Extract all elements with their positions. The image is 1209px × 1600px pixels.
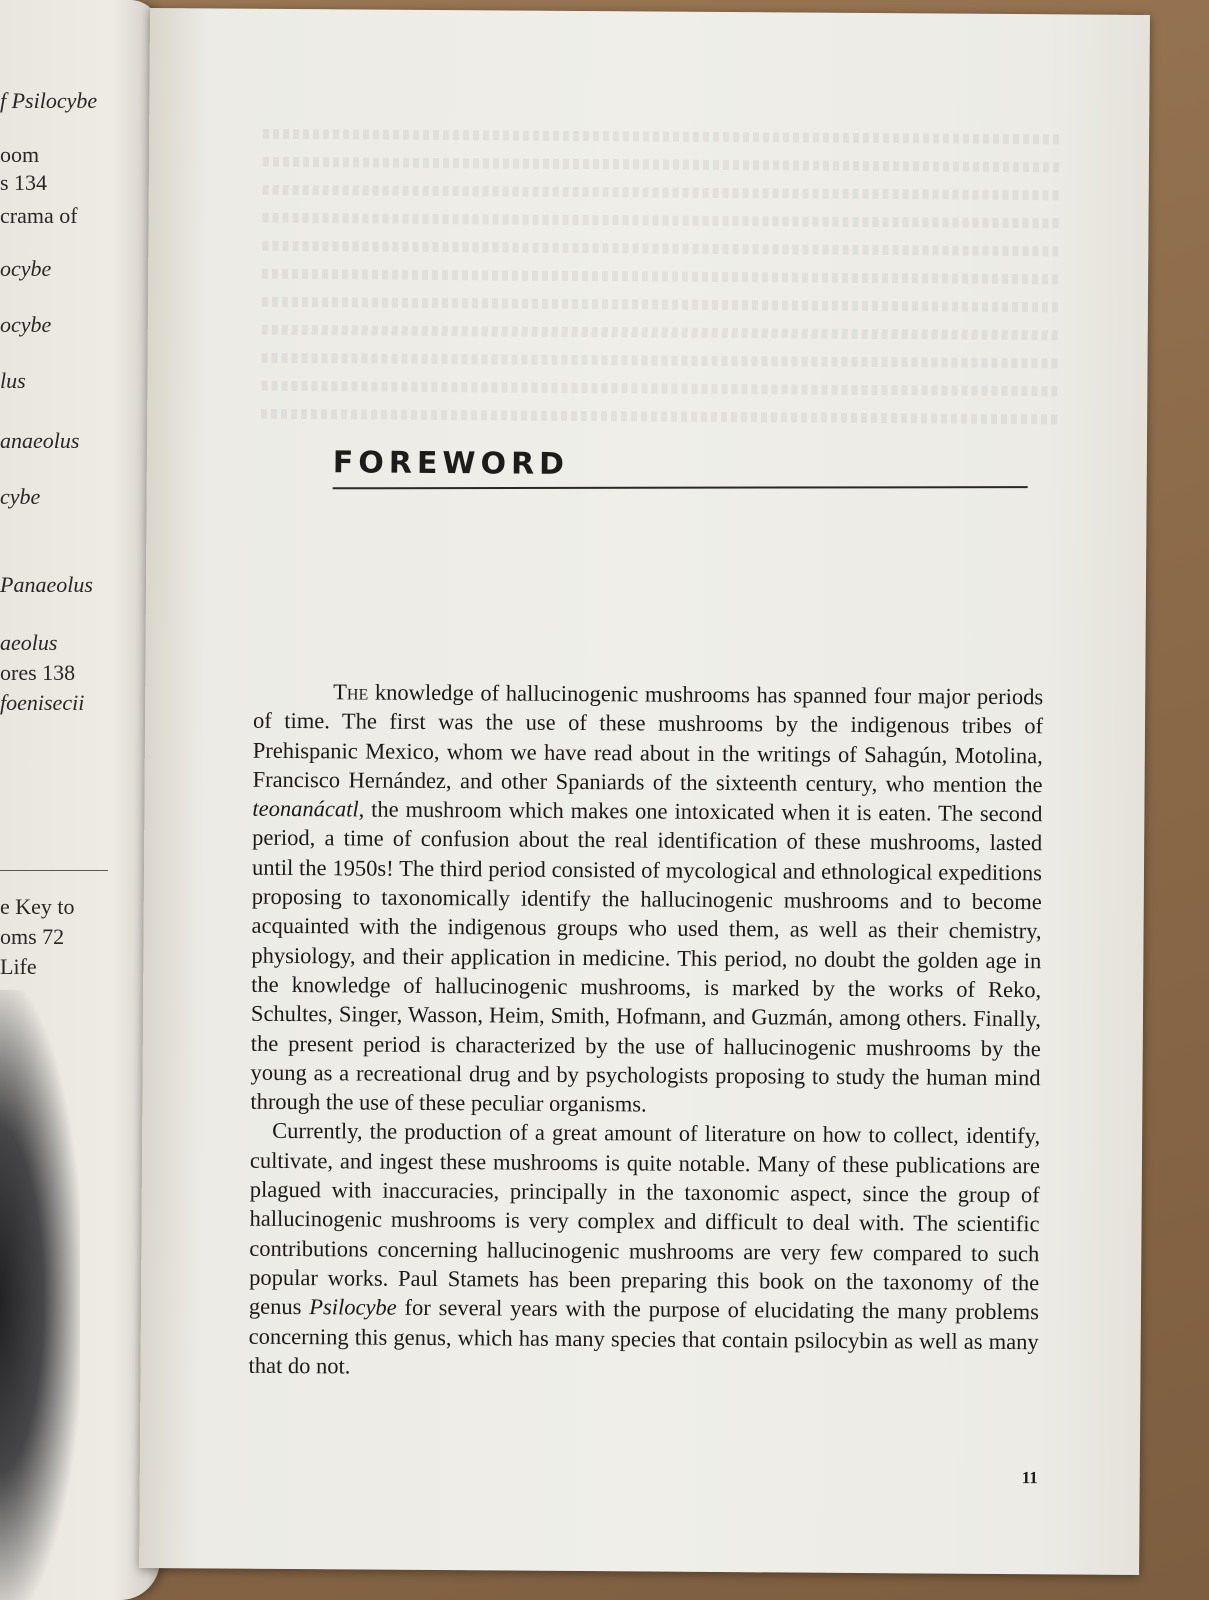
text-run: for several years with the purpose of elucidating the many problems concerning this genus, which has many species that contain psilocybin as well as many that do not. bbox=[248, 1294, 1040, 1379]
body-text bbox=[248, 677, 1043, 1386]
toc-fragment: ores 138 bbox=[0, 660, 76, 685]
toc-fragment: oom bbox=[0, 142, 40, 167]
italic-term: teonanácatl bbox=[252, 795, 359, 822]
title-rule bbox=[333, 486, 1028, 489]
text-run: , the mushroom which makes one intoxicated when it is eaten. The second period, a time of confusion about the real identification of these mushrooms, lasted until the 1950s! The third period consisted of mycological and ethnological expeditions proposing to taxonomically identify the hallucinogenic mushrooms and to become acquainted with the indigenous groups who used them, as well as their chemistry, physiology, and their application in medicine. This period, no doubt the golden age in the knowledge of hallucinogenic mushrooms, is marked by the works of Reko, Schultes, Singer, Wasson, Heim, Smith, Hofmann, and Guzmán, among others. Finally, the present period is characterized by the use of hallucinogenic mushrooms by the young as a recreational drug and by psychologists proposing to study the human mind through the use of these peculiar organisms. bbox=[250, 796, 1043, 1117]
thumb-shadow bbox=[0, 990, 80, 1600]
toc-fragment: f Psilocybe bbox=[0, 88, 98, 113]
toc-fragment: Life bbox=[0, 954, 37, 979]
paragraph bbox=[248, 1116, 1040, 1385]
bleed-through-text bbox=[257, 129, 1059, 465]
text-run: knowledge of hallucinogenic mushrooms has spanned four major periods of time. The first was the use of these mushrooms by the indigenous tribes of Prehispanic Mexico, whom we have read about in the writings of Sahagún, Motolina, Francisco Hernández, and other Spaniards of the sixteenth century, who mention the bbox=[252, 679, 1044, 798]
toc-fragment: crama of bbox=[0, 203, 78, 228]
text-run: Currently, the production of a great amount of literature on how to collect, identify, cultivate, and ingest these mushrooms is quite notable. Many of these publications are plagued with inaccuracies, principally in the taxonomic aspect, since the group of hallucinogenic mushrooms is very complex and difficult to deal with. The scientific contributions concerning hallucinogenic mushrooms are very few compared to such popular works. Paul Stamets has been preparing this book on the taxonomy of the genus bbox=[248, 1118, 1041, 1320]
left-page-rule bbox=[0, 870, 108, 871]
left-page bbox=[0, 0, 160, 1600]
toc-fragment: Panaeolus bbox=[0, 572, 93, 597]
paragraph bbox=[250, 677, 1043, 1122]
page-title: FOREWORD bbox=[332, 445, 570, 482]
toc-fragment: ocybe bbox=[0, 256, 52, 281]
toc-fragment: s 134 bbox=[0, 170, 48, 195]
italic-term: Psilocybe bbox=[309, 1294, 397, 1320]
toc-fragment: foenisecii bbox=[0, 690, 85, 715]
toc-fragment: anaeolus bbox=[0, 428, 80, 453]
toc-fragment: ocybe bbox=[0, 312, 52, 337]
toc-fragment: e Key to bbox=[0, 894, 75, 919]
right-page bbox=[139, 8, 1150, 1575]
page-number: 11 bbox=[1021, 1468, 1038, 1488]
toc-fragment: lus bbox=[0, 368, 26, 393]
toc-fragment: aeolus bbox=[0, 630, 58, 655]
toc-fragment: cybe bbox=[0, 484, 41, 509]
lead-word: The bbox=[333, 679, 369, 705]
toc-fragment: oms 72 bbox=[0, 924, 65, 949]
